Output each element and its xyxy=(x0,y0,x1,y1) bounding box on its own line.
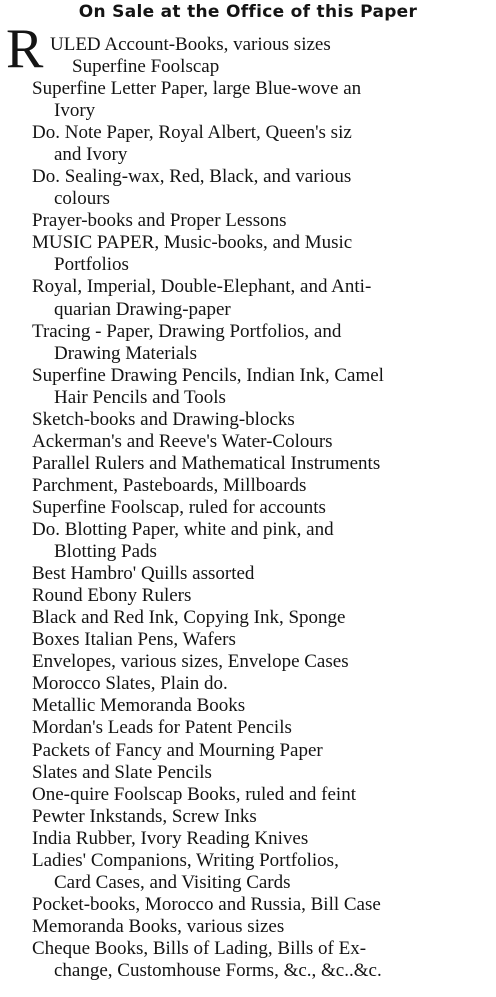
list-item: Do. Blotting Paper, white and pink, and xyxy=(32,519,334,540)
list-item: Superfine Foolscap, ruled for accounts xyxy=(32,496,326,518)
list-item: Parchment, Pasteboards, Millboards xyxy=(32,474,307,496)
list-item-continuation: quarian Drawing-paper xyxy=(54,298,231,320)
list-item-continuation: change, Customhouse Forms, &c., &c..&c. xyxy=(54,960,382,981)
list-item: Memoranda Books, various sizes xyxy=(32,915,285,937)
list-item: Superfine Letter Paper, large Blue-wove an xyxy=(32,78,362,99)
list-item-continuation: Drawing Materials xyxy=(54,342,197,364)
list-item-continuation: Portfolios xyxy=(54,254,129,276)
list-item: Morocco Slates, Plain do. xyxy=(32,673,228,695)
list-item: Parallel Rulers and Mathematical Instruments xyxy=(32,452,381,474)
list-item: Ackerman's and Reeve's Water-Colours xyxy=(32,430,333,452)
list-item: Black and Red Ink, Copying Ink, Sponge xyxy=(32,607,346,629)
first-entry-continuation: Superfine Foolscap xyxy=(72,56,220,77)
list-item: Prayer-books and Proper Lessons xyxy=(32,210,287,232)
list-item: Cheque Books, Bills of Lading, Bills of Ex- xyxy=(32,937,367,959)
list-item-continuation: and Ivory xyxy=(54,144,128,166)
list-item: Ladies' Companions, Writing Portfolios, xyxy=(32,849,339,871)
list-item-continuation: Card Cases, and Visiting Cards xyxy=(54,871,291,893)
advert-heading: On Sale at the Office of this Paper xyxy=(78,2,418,22)
list-item: Boxes Italian Pens, Wafers xyxy=(32,629,236,651)
list-item: Superfine Drawing Pencils, Indian Ink, Camel xyxy=(32,364,384,386)
list-item: Do. Sealing-wax, Red, Black, and various xyxy=(32,166,352,188)
list-item: Slates and Slate Pencils xyxy=(32,761,212,783)
list-item: Pocket-books, Morocco and Russia, Bill Case xyxy=(32,893,381,915)
list-item-continuation: Ivory xyxy=(54,100,96,122)
list-item: MUSIC PAPER, Music-books, and Music xyxy=(32,232,353,254)
list-item: Royal, Imperial, Double-Elephant, and Anti- xyxy=(32,276,372,298)
list-item: Pewter Inkstands, Screw Inks xyxy=(32,805,257,827)
list-item: Round Ebony Rulers xyxy=(32,585,192,607)
list-item: Envelopes, various sizes, Envelope Cases xyxy=(32,651,349,673)
list-item: Mordan's Leads for Patent Pencils xyxy=(32,717,292,739)
list-item: Packets of Fancy and Mourning Paper xyxy=(32,739,323,761)
list-item: India Rubber, Ivory Reading Knives xyxy=(32,827,309,849)
first-entry-line: ULED Account-Books, various sizes xyxy=(50,34,331,55)
list-item-continuation: Hair Pencils and Tools xyxy=(54,386,226,408)
list-item: Do. Note Paper, Royal Albert, Queen's siz xyxy=(32,122,352,144)
list-item-continuation: colours xyxy=(54,188,110,210)
list-item-continuation: Blotting Pads xyxy=(54,541,157,563)
list-item: Best Hambro' Quills assorted xyxy=(32,563,255,585)
drop-cap-letter: R xyxy=(6,18,44,80)
list-item: One-quire Foolscap Books, ruled and feint xyxy=(32,783,356,805)
list-item: Metallic Memoranda Books xyxy=(32,695,246,717)
list-item: Sketch-books and Drawing-blocks xyxy=(32,408,295,430)
list-item: Tracing - Paper, Drawing Portfolios, and xyxy=(32,320,342,342)
